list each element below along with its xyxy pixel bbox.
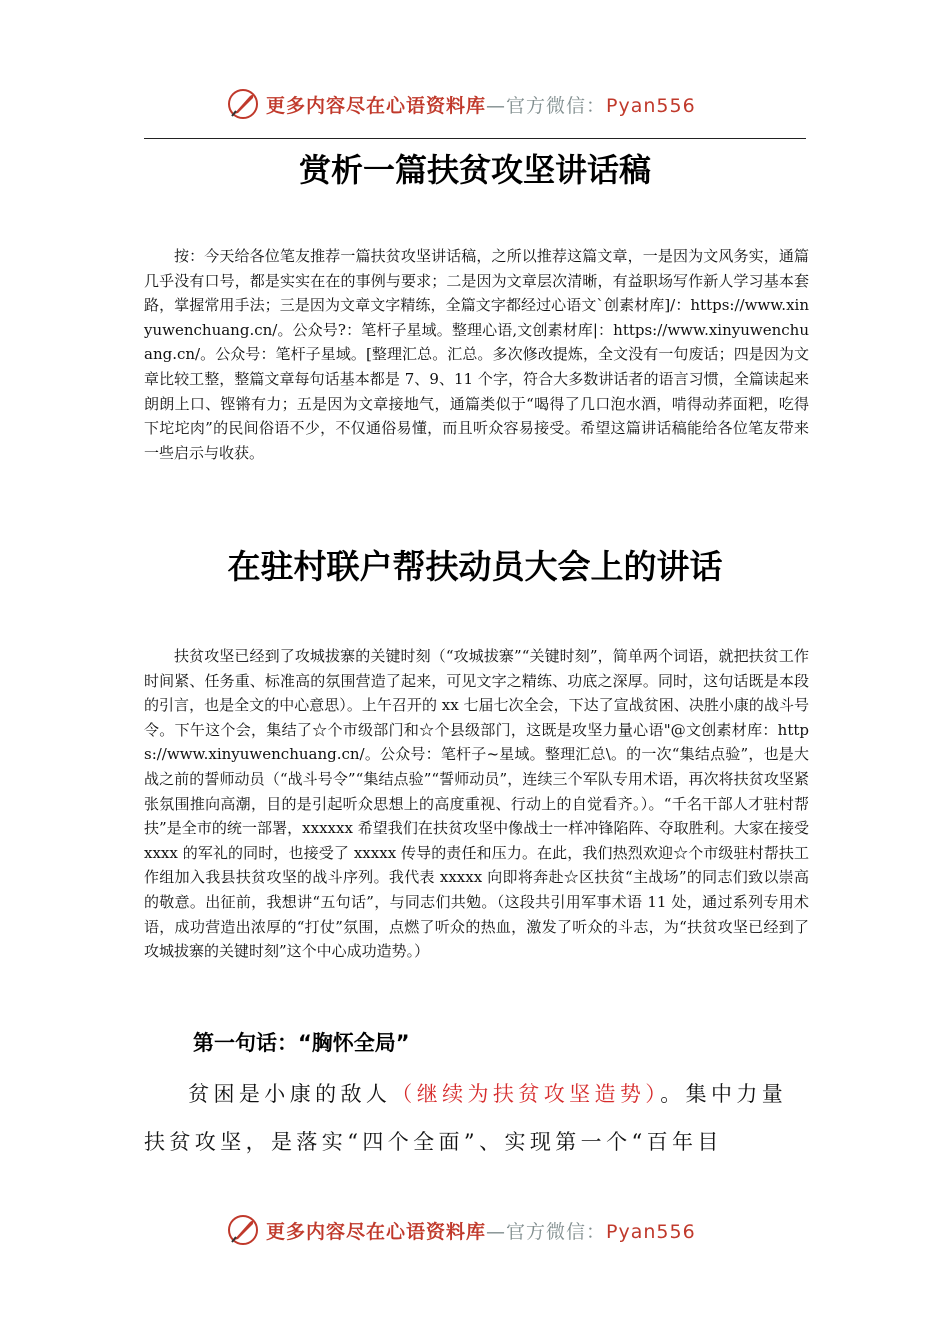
section-1-annotation: （继续为扶贫攻坚造势） xyxy=(391,1082,661,1106)
section-1-text-b: 。集中力量扶贫攻坚，是落实“四个全面”、实现第一个“百年目 xyxy=(144,1082,788,1154)
quill-pen-icon xyxy=(226,87,260,121)
footer-banner xyxy=(226,1210,726,1250)
banner-wechat-id: Pyan556 xyxy=(606,94,696,117)
header-rule xyxy=(144,138,806,139)
document-title: 赏析一篇扶贫攻坚讲话稿 xyxy=(298,151,651,189)
section-1-paragraph xyxy=(144,1070,810,1166)
header-banner xyxy=(226,84,726,124)
banner-main-text: 更多内容尽在心语资料库 xyxy=(266,94,487,117)
speech-body-paragraph: 扶贫攻坚已经到了攻城拔寨的关键时刻（“攻城拔寨”“关键时刻”，简单两个词语，就把扶贫工作时间紧、任务重、标准高的氛围营造了起来，可见文字之精练、功底之深厚。同时，这句话既是本段的引言，也是全文的中心意思）。上午召开的 xx 七届七次全会，下达了宣战贫困、决胜小康的战斗号令。下午这个会，集结了☆个市级部门和☆个县级部门，这既是攻坚力量心语"@文创素材库：https://www.xinyuwenchuang.cn/。公众号：笔杆子~星域。整理汇总\。的一次“集结点验”，也是大战之前的誓师动员（“战斗号令”“集结点验”“誓师动员”，连续三个军队专用术语，再次将扶贫攻坚紧张氛围推向高潮，目的是引起听众思想上的高度重视、行动上的自觉看齐。）。“千名干部人才驻村帮扶”是全市的统一部署，xxxxxx 希望我们在扶贫攻坚中像战士一样冲锋陷阵、夺取胜利。大家在接受 xxxx 的军礼的同时，也接受了 xxxxx 传导的责任和压力。在此，我们热烈欢迎☆个市级驻村帮扶工作组加入我县扶贫攻坚的战斗序列。我代表 xxxxx 向即将奔赴☆区扶贫“主战场”的同志们致以崇高的敬意。出征前，我想讲“五句话”，与同志们共勉。（这段共引用军事术语 11 处，通过系列专用术语，成功营造出浓厚的“打仗”氛围，点燃了听众的热血，激发了听众的斗志，为“扶贫攻坚已经到了攻城拔寨的关键时刻”这个中心成功造势。） xyxy=(144,647,809,961)
section-1-text-a: 贫困是小康的敌人 xyxy=(188,1082,392,1106)
banner-official-label: 官方微信： xyxy=(506,94,607,117)
banner-dash: — xyxy=(486,94,507,117)
footer-dash: — xyxy=(486,1220,507,1243)
footer-wechat-id: Pyan556 xyxy=(606,1220,696,1243)
footer-main-text: 更多内容尽在心语资料库 xyxy=(266,1220,487,1243)
quill-pen-icon xyxy=(226,1213,260,1247)
section-heading-1: 第一句话：“胸怀全局” xyxy=(193,1031,410,1055)
speech-title: 在驻村联户帮扶动员大会上的讲话 xyxy=(227,547,723,586)
footer-official-label: 官方微信： xyxy=(506,1220,607,1243)
intro-paragraph: 按：今天给各位笔友推荐一篇扶贫攻坚讲话稿，之所以推荐这篇文章，一是因为文风务实，通篇几乎没有口号，都是实实在在的事例与要求；二是因为文章层次清晰，有益职场写作新人学习基本套路，掌握常用手法；三是因为文章文字精练，全篇文字都经过心语文`创素材库]/：https://www.xinyuwenchuang.cn/。公众号?：笔杆子星域。整理心语,文创素材库|：https://www.xinyuwenchuang.cn/。公众号：笔杆子星域。[整理汇总。汇总。多次修改提炼，全文没有一句废话；四是因为文章比较工整，整篇文章每句话基本都是 7、9、11 个字，符合大多数讲话者的语言习惯，全篇读起来朗朗上口、铿锵有力；五是因为文章接地气，通篇类似于“喝得了几口泡水酒，啃得动荞面粑，吃得下坨坨肉”的民间俗语不少，不仅通俗易懂，而且听众容易接受。希望这篇讲话稿能给各位笔友带来一些启示与收获。 xyxy=(144,247,809,462)
